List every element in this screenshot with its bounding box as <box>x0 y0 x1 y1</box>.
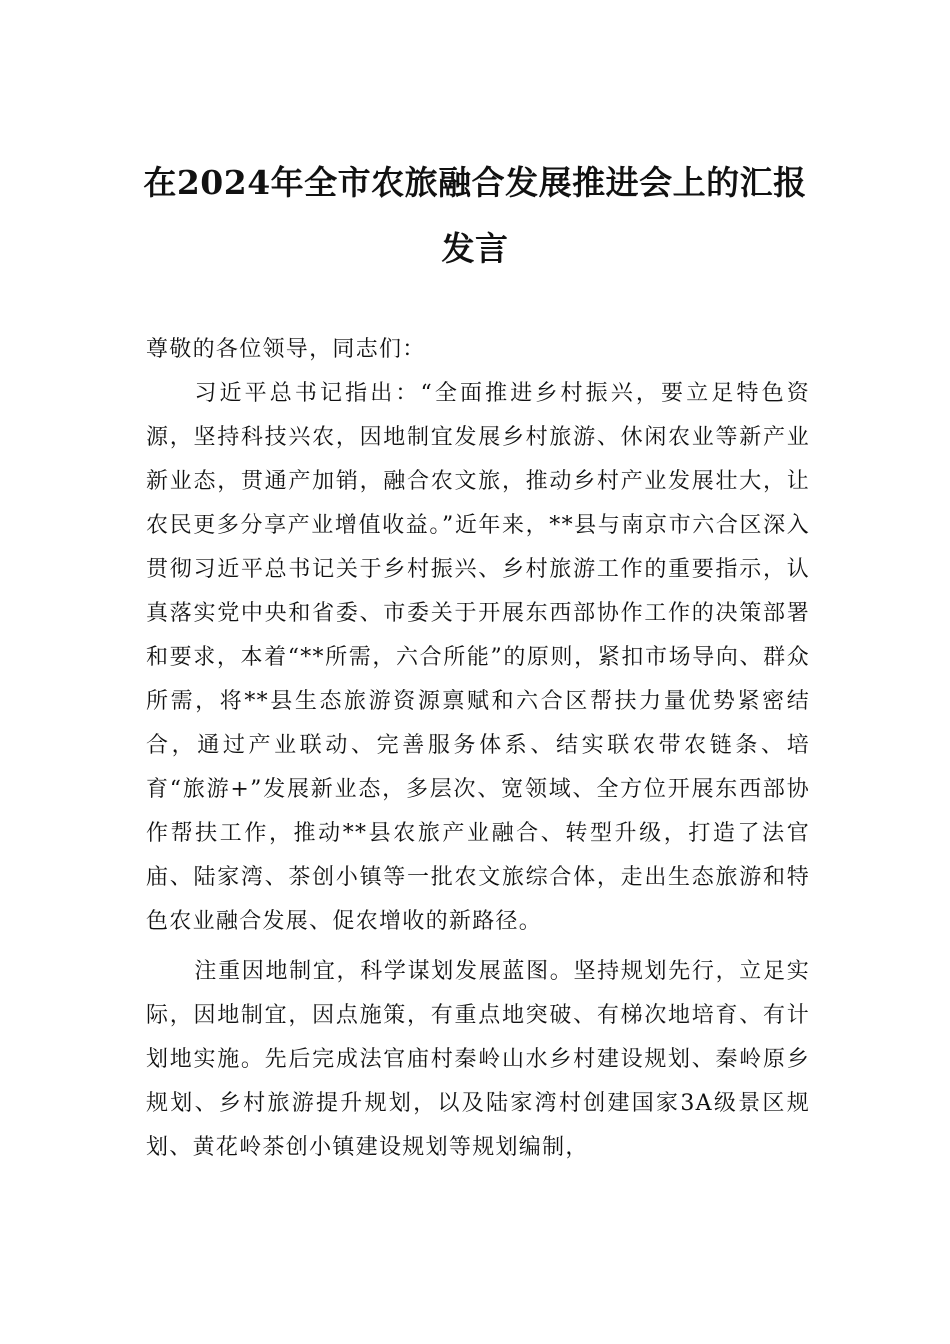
greeting-line: 尊敬的各位领导，同志们： <box>146 337 426 362</box>
document-body <box>146 328 810 1170</box>
paragraph-planning: 注重因地制宜，科学谋划发展蓝图。坚持规划先行，立足实际，因地制宜，因点施策，有重点地突破、有梯次地培育、有计划地实施。先后完成法官庙村秦岭山水乡村建设规划、秦岭原乡规划、乡村旅游提升规划，以及陆家湾村创建国家3A级景区规划、黄花岭茶创小镇建设规划等规划编制， <box>146 959 810 1160</box>
document-title: 在2024年全市农旅融合发展推进会上的汇报发言 <box>143 163 807 268</box>
paragraph-intro: 习近平总书记指出：“全面推进乡村振兴，要立足特色资源，坚持科技兴农，因地制宜发展乡村旅游、休闲农业等新产业新业态，贯通产加销，融合农文旅，推动乡村产业发展壮大，让农民更多分享产业增值收益。”近年来，**县与南京市六合区深入贯彻习近平总书记关于乡村振兴、乡村旅游工作的重要指示，认真落实党中央和省委、市委关于开展东西部协作工作的决策部署和要求，本着“**所需，六合所能”的原则，紧扣市场导向、群众所需，将**县生态旅游资源禀赋和六合区帮扶力量优势紧密结合，通过产业联动、完善服务体系、结实联农带农链条、培育“旅游+”发展新业态，多层次、宽领域、全方位开展东西部协作帮扶工作，推动**县农旅产业融合、转型升级，打造了法官庙、陆家湾、茶创小镇等一批农文旅综合体，走出生态旅游和特色农业融合发展、促农增收的新路径。 <box>146 381 810 934</box>
